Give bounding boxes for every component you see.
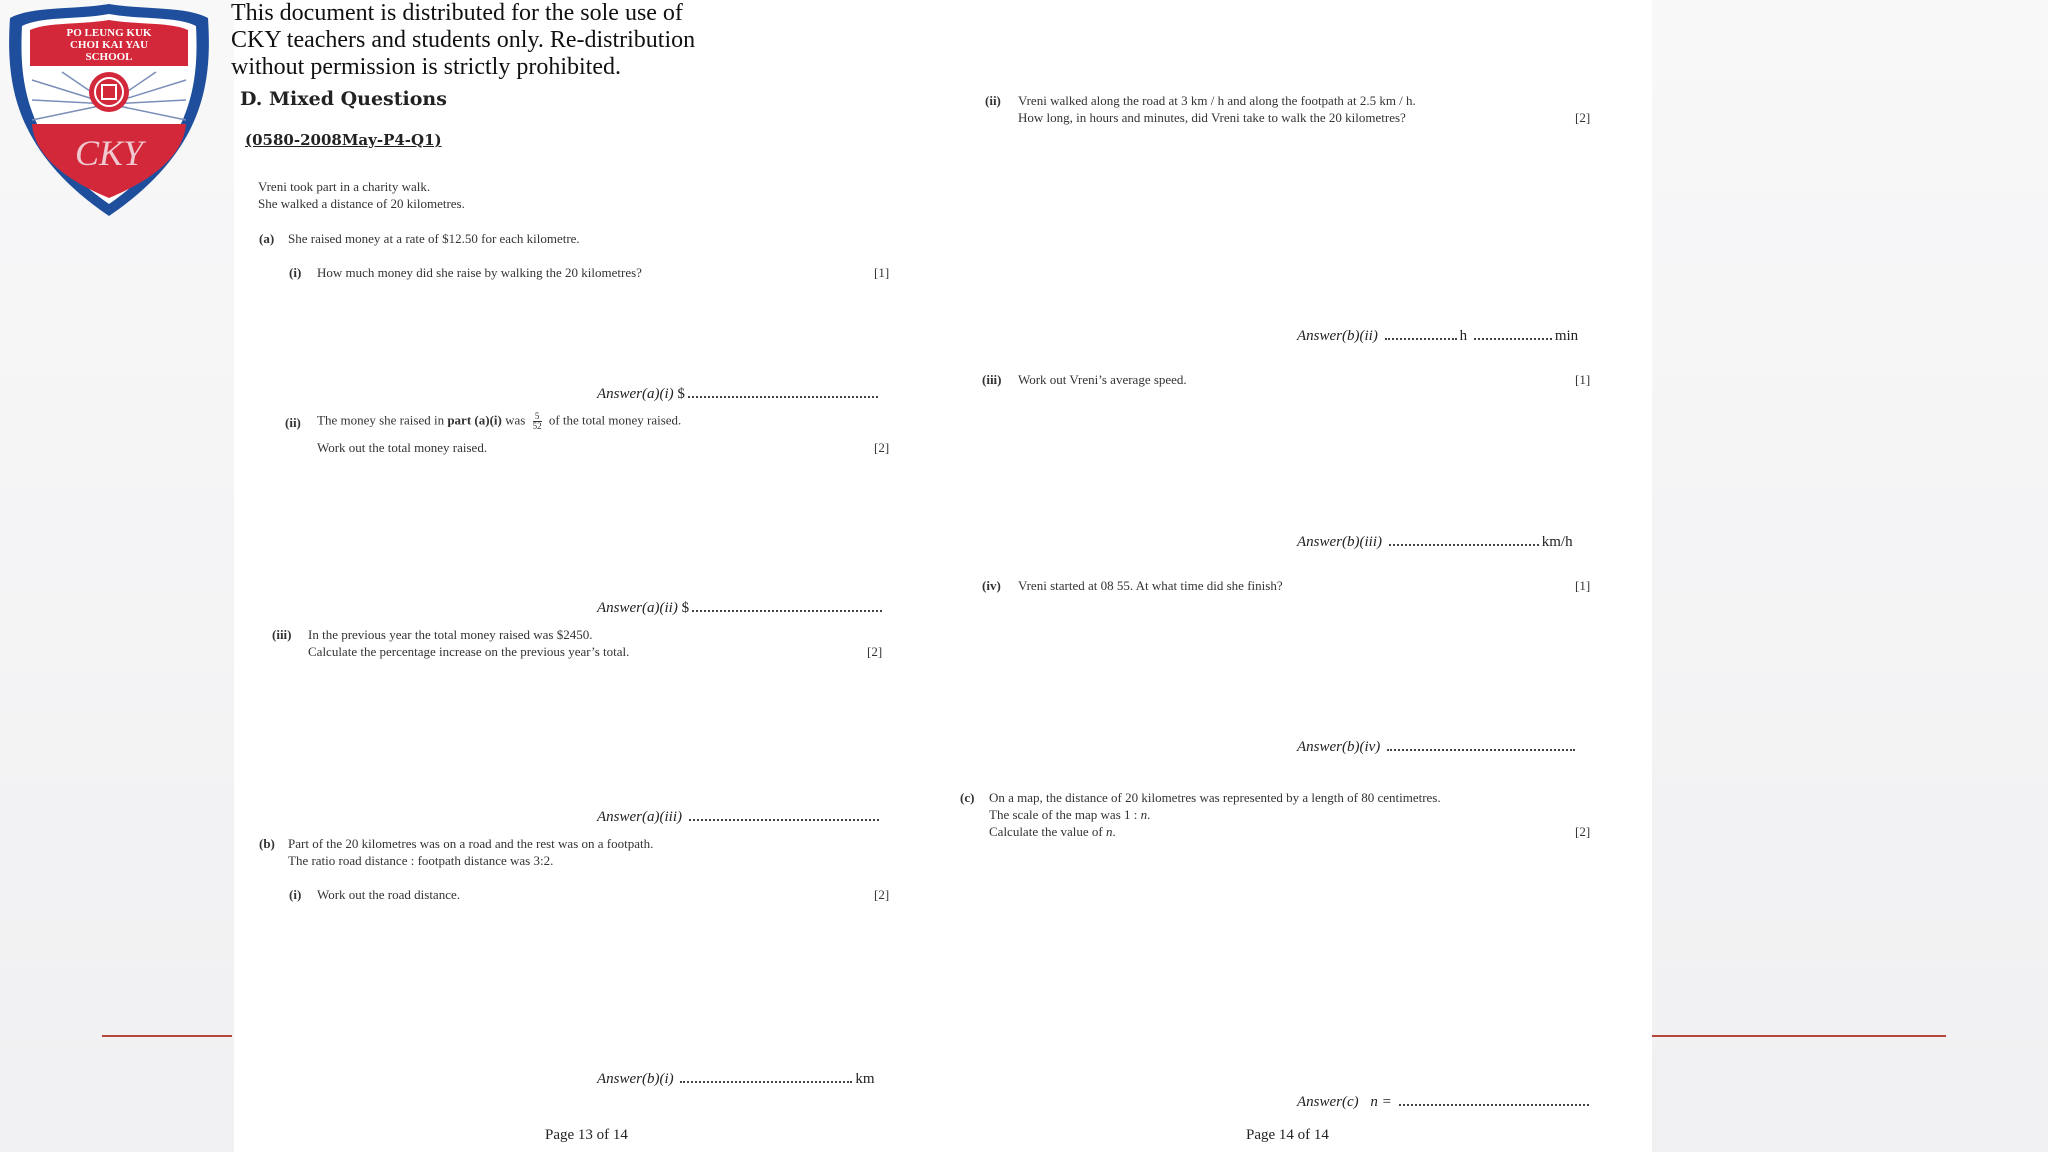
answer-line bbox=[680, 1081, 852, 1083]
part-b-ii-line1: Vreni walked along the road at 3 km / h and along the footpath at 2.5 km / h. bbox=[1018, 93, 1416, 108]
part-a-iii-label: (iii) bbox=[272, 627, 292, 642]
answer-b-i bbox=[597, 1071, 875, 1088]
text: The scale of the map was 1 : bbox=[989, 807, 1138, 822]
mark-b-iii: [1] bbox=[1575, 372, 1591, 387]
school-logo-icon bbox=[2, 0, 216, 220]
answer-prefix: $ bbox=[681, 600, 690, 616]
notice-line: without permission is strictly prohibited. bbox=[231, 54, 621, 80]
page-number-right: Page 14 of 14 bbox=[1246, 1127, 1329, 1143]
answer-unit: km/h bbox=[1541, 534, 1573, 550]
answer-unit: h bbox=[1459, 328, 1468, 344]
document-sheet bbox=[234, 0, 1652, 1152]
part-b-line2: The ratio road distance : footpath distance was 3:2. bbox=[288, 853, 554, 868]
text-bold: part (a)(i) bbox=[447, 412, 502, 428]
svg-text:CHOI KAI YAU: CHOI KAI YAU bbox=[69, 39, 149, 51]
answer-line-hours bbox=[1385, 338, 1457, 340]
part-b-i-text: Work out the road distance. bbox=[317, 887, 460, 902]
answer-label: Answer(a)(iii) bbox=[597, 809, 682, 825]
part-c-line1: On a map, the distance of 20 kilometres was represented by a length of 80 centimetres. bbox=[989, 790, 1441, 805]
fraction-numerator: 5 bbox=[533, 412, 542, 422]
notice-line: This document is distributed for the sole use of bbox=[231, 0, 683, 26]
part-b-iv-text: Vreni started at 08 55. At what time did she finish? bbox=[1018, 578, 1283, 593]
answer-label: Answer(b)(i) bbox=[597, 1071, 674, 1087]
text: Calculate the value of bbox=[989, 824, 1103, 839]
answer-label: Answer(b)(iii) bbox=[1297, 534, 1382, 550]
part-a-iii-line1: In the previous year the total money raised was $2450. bbox=[308, 627, 593, 642]
accent-line-left bbox=[102, 1035, 232, 1037]
mark-b-i: [2] bbox=[874, 887, 890, 902]
answer-label: Answer(a)(ii) bbox=[597, 600, 678, 616]
answer-b-iii bbox=[1297, 534, 1573, 551]
mark-b-ii: [2] bbox=[1575, 110, 1591, 125]
svg-text:CKY: CKY bbox=[74, 133, 144, 173]
part-b-iv-label: (iv) bbox=[982, 578, 1001, 593]
answer-line-minutes bbox=[1474, 338, 1552, 340]
part-a-label: (a) bbox=[259, 231, 275, 246]
answer-variable: n = bbox=[1370, 1094, 1392, 1110]
part-c-label: (c) bbox=[960, 790, 975, 805]
answer-c bbox=[1297, 1094, 1592, 1111]
answer-label: Answer(a)(i) bbox=[597, 386, 674, 402]
answer-prefix: $ bbox=[677, 386, 685, 402]
variable: n bbox=[1140, 807, 1148, 822]
answer-label: Answer(b)(ii) bbox=[1297, 328, 1378, 344]
fraction-denominator: 52 bbox=[532, 421, 542, 431]
mark-a-iii: [2] bbox=[867, 644, 883, 659]
part-a-i-label: (i) bbox=[289, 265, 302, 280]
text: of the total money raised. bbox=[548, 412, 682, 428]
answer-unit: min bbox=[1554, 328, 1579, 344]
mark-c: [2] bbox=[1575, 824, 1591, 839]
mark-b-iv: [1] bbox=[1575, 578, 1591, 593]
part-a-i-text: How much money did she raise by walking the 20 kilometres? bbox=[317, 265, 642, 280]
page-number-left: Page 13 of 14 bbox=[545, 1127, 628, 1143]
text: The money she raised in bbox=[317, 412, 445, 428]
mark-a-ii: [2] bbox=[874, 440, 890, 455]
part-b-ii-label: (ii) bbox=[985, 93, 1001, 108]
answer-unit: km bbox=[855, 1071, 875, 1087]
answer-line bbox=[692, 610, 882, 612]
part-b-label: (b) bbox=[259, 836, 275, 851]
answer-a-ii bbox=[597, 600, 885, 617]
part-a-text: She raised money at a rate of $12.50 for each kilometre. bbox=[288, 231, 580, 246]
part-b-iii-label: (iii) bbox=[982, 372, 1002, 387]
svg-text:SCHOOL: SCHOOL bbox=[85, 51, 133, 63]
svg-text:PO LEUNG KUK: PO LEUNG KUK bbox=[66, 27, 152, 39]
answer-line bbox=[1399, 1104, 1589, 1106]
part-a-ii-text bbox=[317, 412, 681, 431]
answer-line bbox=[1389, 544, 1539, 546]
part-b-line1: Part of the 20 kilometres was on a road and the rest was on a footpath. bbox=[288, 836, 654, 851]
part-b-iii-text: Work out Vreni’s average speed. bbox=[1018, 372, 1187, 387]
mark-a-i: [1] bbox=[874, 265, 890, 280]
variable: n bbox=[1105, 824, 1113, 839]
answer-a-i bbox=[597, 386, 881, 403]
part-b-i-label: (i) bbox=[289, 887, 302, 902]
answer-label: Answer(c) bbox=[1297, 1094, 1359, 1110]
answer-b-ii bbox=[1297, 328, 1578, 345]
section-heading: D. Mixed Questions bbox=[240, 88, 447, 110]
part-c-line3: Calculate the value of n. bbox=[989, 824, 1116, 839]
notice-line: CKY teachers and students only. Re-distribution bbox=[231, 27, 696, 53]
fraction bbox=[533, 412, 542, 431]
distribution-notice bbox=[231, 0, 751, 81]
answer-a-iii bbox=[597, 809, 882, 826]
part-a-ii-line2: Work out the total money raised. bbox=[317, 440, 488, 455]
part-a-iii-line2: Calculate the percentage increase on the previous year’s total. bbox=[308, 644, 630, 659]
answer-line bbox=[1387, 749, 1575, 751]
part-a-ii-label: (ii) bbox=[285, 415, 301, 430]
answer-line bbox=[688, 396, 878, 398]
text: was bbox=[505, 412, 526, 428]
intro-line: She walked a distance of 20 kilometres. bbox=[258, 196, 465, 211]
part-c-line2: The scale of the map was 1 : n. bbox=[989, 807, 1151, 822]
answer-label: Answer(b)(iv) bbox=[1297, 739, 1381, 755]
question-code: (0580-2008May-P4-Q1) bbox=[245, 131, 442, 149]
part-b-ii-line2: How long, in hours and minutes, did Vreni take to walk the 20 kilometres? bbox=[1018, 110, 1406, 125]
answer-line bbox=[689, 819, 879, 821]
accent-line-right bbox=[1652, 1035, 1946, 1037]
intro-line: Vreni took part in a charity walk. bbox=[258, 179, 431, 194]
answer-b-iv bbox=[1297, 739, 1578, 756]
